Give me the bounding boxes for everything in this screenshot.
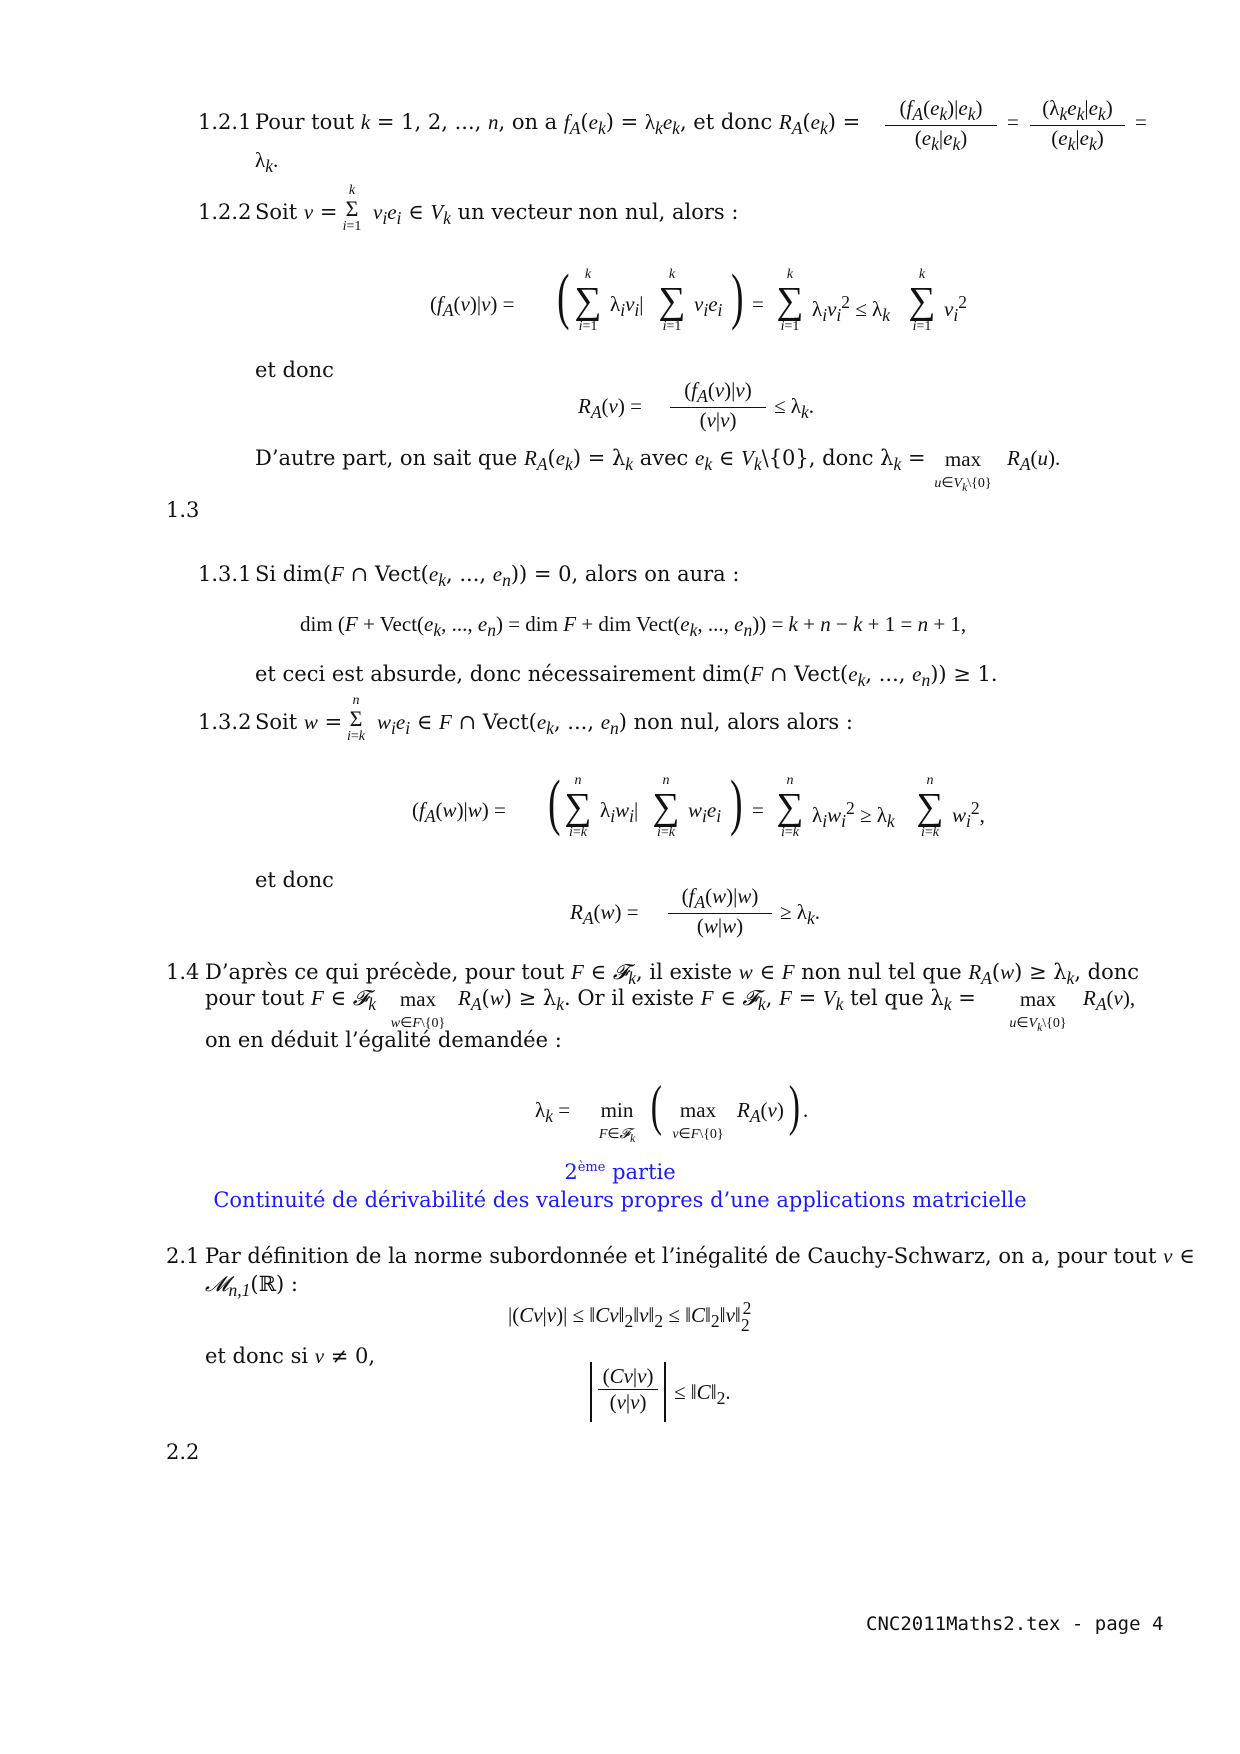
et-donc: et donc	[255, 868, 334, 892]
item-label: 1.3.2	[198, 710, 252, 734]
partie-title: Continuité de dérivabilité des valeurs propres d’une applications matricielle	[213, 1188, 1027, 1212]
equation-1-2-2-b: $R_A(v)$ = $(f_A(v)|v)$ (v|v) ≤ $\lambda_k$.	[578, 378, 814, 433]
item-1-4-line3: on en déduit l’égalité demandée :	[205, 1028, 562, 1052]
item-2-1-line1: Par définition de la norme subordonnée et l’inégalité de Cauchy-Schwarz, on a, pour tout v ∈	[205, 1244, 1195, 1268]
section-label: 1.3	[166, 498, 200, 522]
item-2-1-line2: 𝓜$_{n,1}$(ℝ) :	[205, 1272, 298, 1301]
item-1-3-1-intro: Si dim(F ∩ $Vect(e_k$, ..., $e_n)) = 0$, alors on aura :	[255, 562, 740, 591]
equation-1-3-1: dim ($F + Vect(e_k$, ..., $e_n$) = dim F + dim $Vect(e_k$, ..., $e_n)) = k + n - k + 1 = n + 1$,	[300, 612, 967, 641]
equation-1-3-2-a: $(f_A(w)|w)$ = ( n ∑ i=k $\lambda_iw_i|$ n ∑ i=k $w_ie_i$ ) = n ∑ i=k $\lambda_iw_i^2 \ge \lambda_k$ n ∑ i=k $w_i^2$,	[412, 769, 985, 840]
item-1-3-1-conclusion: et ceci est absurde, donc nécessairement dim(F ∩ $Vect(e_k$, ..., $e_n)) \ge 1$.	[255, 662, 998, 691]
equation-2-1-a: $|(Cv|v)| \le ‖Cv‖_2‖v‖_2$ ≤ $‖C‖_2‖v‖_2^2$	[508, 1298, 752, 1336]
item-label: 1.2.2	[198, 200, 252, 224]
item-label: 2.1	[166, 1244, 200, 1268]
item-2-1-etdonc: et donc si v ≠ 0,	[205, 1344, 376, 1368]
item-1-4-line2: pour tout F ∈ 𝓕$_k$ max w∈F\{0} $R_A(w) \ge \lambda_k$. Or il existe F ∈ 𝓕$_k$, $F = V_k$ tel que $\lambda_k$ = max $u\in V_k\backslash\{0\}$ $R_A(v)$,	[205, 986, 1136, 1034]
item-label: 1.2.1	[198, 110, 252, 134]
item-label: 2.2	[166, 1440, 200, 1464]
item-label: 1.3.1	[198, 562, 252, 586]
item-label: 1.4	[166, 960, 200, 984]
equation-1-4: $\lambda_k$ = min F∈𝓕$_k$ ( max v∈F\{0} $R_A(v)$ ) .	[535, 1075, 809, 1145]
page-footer: CNC2011Maths2.tex - page 4	[866, 1613, 1164, 1635]
item-1-2-1-line2: $\lambda_k$.	[255, 148, 279, 177]
item-1-4-line1: D’après ce qui précède, pour tout F ∈ 𝓕$_k$, il existe w ∈ F non nul tel que $R_A(w) \ge \lambda_k$, donc	[205, 960, 1140, 989]
item-1-2-2-conclusion: D’autre part, on sait que $R_A(e_k) = \lambda_k$ avec $e_k$ ∈ $V_k\backslash\{0\}$, donc $\lambda_k$ = max $u\in V_k\backslash\{0\}$ $R_A(u)$.	[255, 446, 1061, 494]
item-1-2-1: Pour tout k = 1, 2, ..., n, on a $f_A(e_k) = \lambda_ke_k$, et donc $R_A(e_k)$ = $(f_A(e_k)|e_k)$ $(e_k|e_k)$ = $(\lambda_ke_k|e_k)$ $(e_k|e_k)$ =	[255, 96, 1147, 155]
item-1-2-2-intro: Soit v = k Σ i=1 $v_ie_i$ ∈ $V_k$ un vecteur non nul, alors :	[255, 183, 739, 234]
equation-2-1-b: (Cv|v) (v|v) ≤ $‖C‖_2$.	[590, 1362, 810, 1426]
et-donc: et donc	[255, 358, 334, 382]
item-1-3-2-intro: Soit w = n Σ i=k $w_ie_i$ ∈ F ∩ $Vect(e_k$, ..., $e_n$) non nul, alors alors :	[255, 693, 853, 744]
equation-1-3-2-b: $R_A(w)$ = $(f_A(w)|w)$ (w|w) ≥ $\lambda_k$.	[570, 884, 820, 939]
equation-1-2-2-a: $(f_A(v)|v)$ = ( k ∑ i=1 $\lambda_iv_i|$ k ∑ i=1 $v_ie_i$ ) = k ∑ i=1 $\lambda_iv_i^2 \le \lambda_k$ k ∑ i=1 $v_i^2$	[430, 263, 967, 334]
partie-heading: 2ème partie	[564, 1160, 676, 1184]
